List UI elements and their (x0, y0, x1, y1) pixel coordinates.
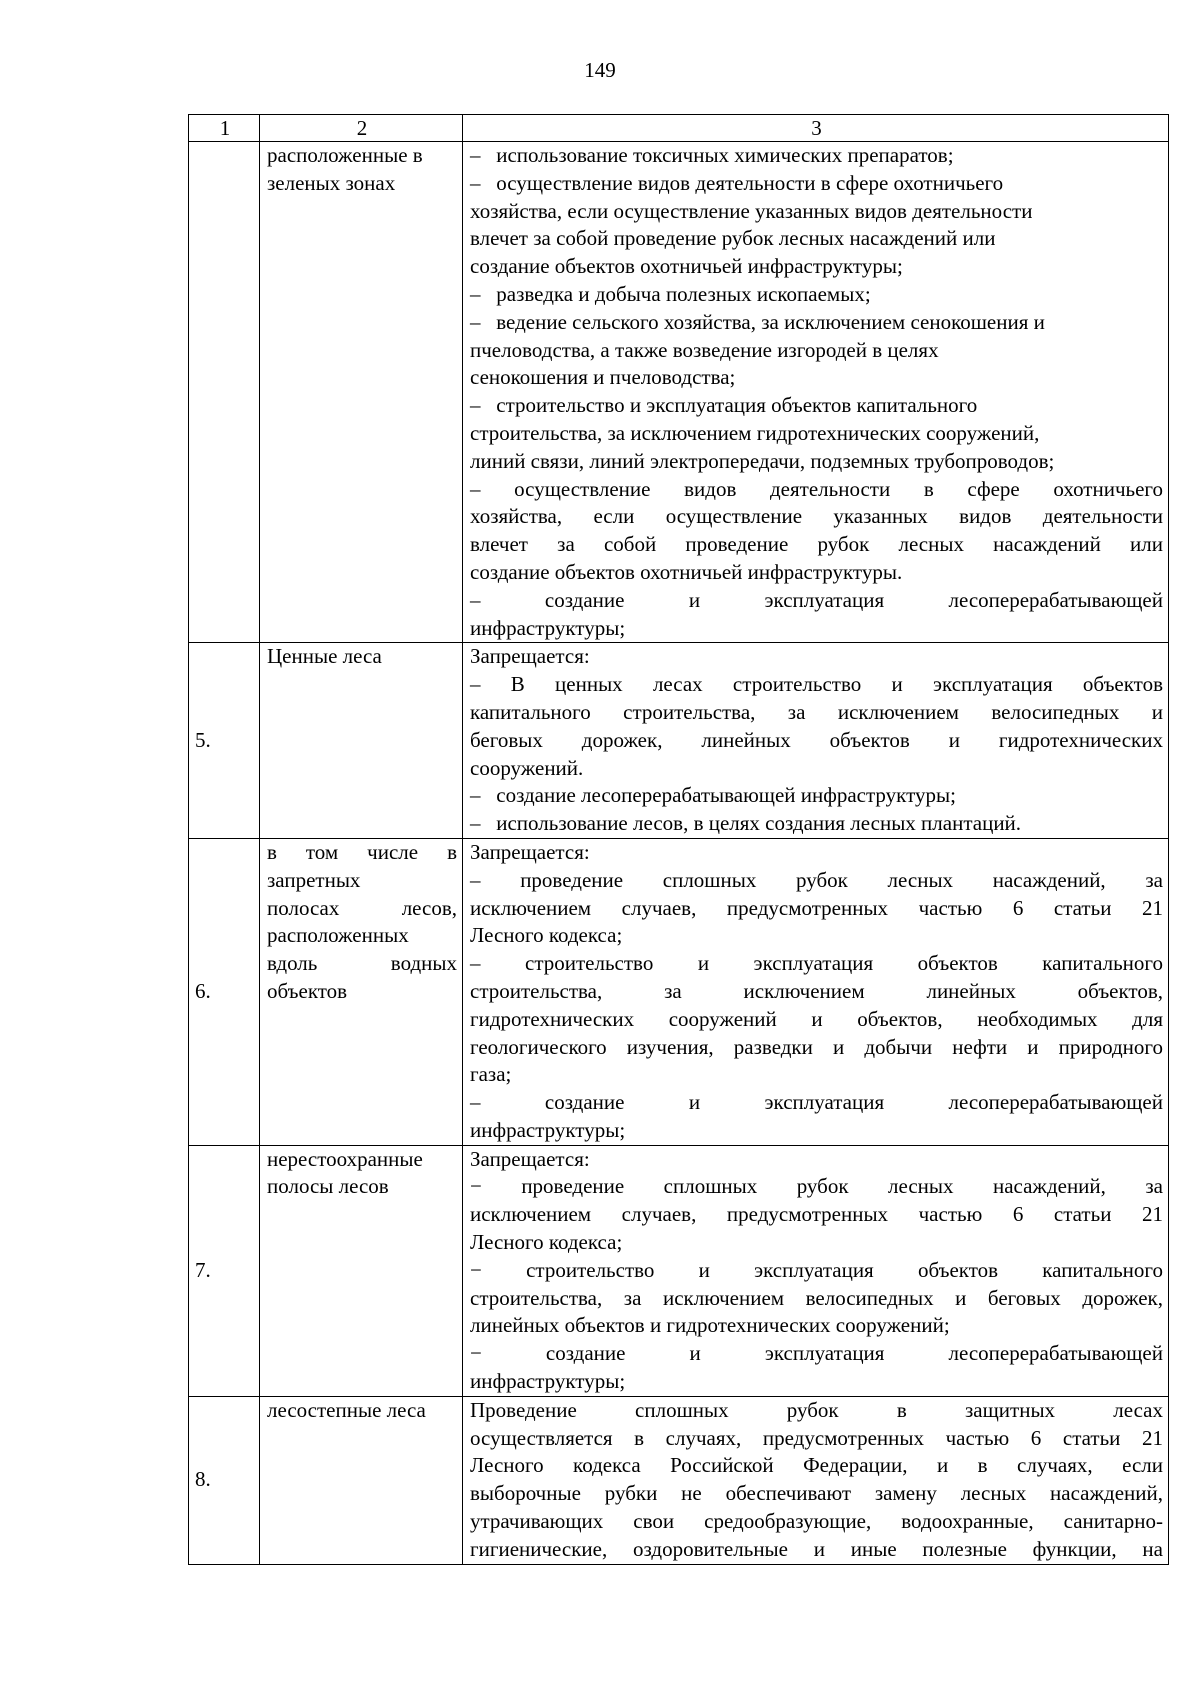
header-col-2: 2 (260, 115, 463, 142)
forest-category-line: расположенных (267, 923, 409, 948)
restriction-text-line: – В ценных лесах строительство и эксплуатация объектов (470, 672, 1163, 697)
restriction-text-line: беговых дорожек, линейных объектов и гидротехнических (470, 727, 1163, 752)
header-col-1: 1 (189, 115, 260, 142)
forest-category-line: лесостепные леса (267, 1397, 426, 1422)
restriction-text-line: газа; (470, 1062, 512, 1087)
restriction-text-line: гидротехнических сооружений и объектов, необходимых для (470, 1006, 1163, 1031)
forest-category-line: в том числе в (267, 839, 457, 864)
table-row (189, 142, 1169, 643)
restriction-text-line: создание объектов охотничьей инфраструктуры. (470, 559, 903, 584)
restrictions-cell (463, 1145, 1169, 1396)
restriction-text-line: исключением случаев, предусмотренных частью 6 статьи 21 (470, 1202, 1163, 1227)
row-number: 8. (189, 1396, 260, 1564)
restriction-text-line: – ведение сельского хозяйства, за исключением сенокошения и (470, 309, 1045, 334)
row-number: 5. (189, 643, 260, 839)
restriction-text-line: Лесного кодекса; (470, 1230, 623, 1255)
restriction-text-line: пчеловодства, а также возведение изгородей в целях (470, 337, 939, 362)
restriction-text-line: − строительство и эксплуатация объектов капитального (470, 1257, 1163, 1282)
restriction-text-line: линий связи, линий электропередачи, подземных трубопроводов; (470, 448, 1055, 473)
forest-category-cell (260, 1396, 463, 1564)
restriction-text-line: Проведение сплошных рубок в защитных лесах (470, 1397, 1163, 1422)
forest-category-cell (260, 643, 463, 839)
restriction-text-line: хозяйства, если осуществление указанных видов деятельности (470, 504, 1163, 529)
forest-category-line: нерестоохранные (267, 1146, 423, 1171)
restrictions-cell (463, 643, 1169, 839)
forest-category-line: расположенные в (267, 143, 423, 167)
restriction-text-line: – строительство и эксплуатация объектов капитального (470, 393, 978, 418)
forest-category-line: полосы лесов (267, 1174, 389, 1199)
table-row (189, 643, 1169, 839)
restriction-text-line: Запрещается: (470, 644, 590, 669)
restriction-text-line: – использование лесов, в целях создания лесных плантаций. (470, 811, 1022, 836)
forest-category-line: Ценные леса (267, 644, 382, 669)
forest-category-cell (260, 142, 463, 643)
header-col-3: 3 (463, 115, 1169, 142)
restriction-text-line: – осуществление видов деятельности в сфере охотничьего (470, 170, 1004, 195)
restrictions-cell (463, 838, 1169, 1145)
restriction-text-line: сенокошения и пчеловодства; (470, 365, 736, 390)
forest-category-line: вдоль водных (267, 951, 457, 976)
restriction-text-line: сооружений. (470, 755, 584, 780)
restriction-text-line: – разведка и добыча полезных ископаемых; (470, 281, 871, 306)
table-row (189, 1396, 1169, 1564)
restriction-text-line: создание объектов охотничьей инфраструктуры; (470, 254, 903, 279)
row-number: 7. (189, 1145, 260, 1396)
restriction-text-line: гигиенические, оздоровительные и иные полезные функции, на (470, 1536, 1163, 1561)
restriction-text-line: строительства, за исключением линейных объектов, (470, 978, 1163, 1003)
restriction-text-line: – использование токсичных химических препаратов; (470, 143, 954, 167)
restriction-text-line: инфраструктуры; (470, 1117, 626, 1142)
restriction-text-line: геологического изучения, разведки и добычи нефти и природного (470, 1034, 1163, 1059)
row-number: 6. (189, 838, 260, 1145)
restriction-text-line: Запрещается: (470, 839, 590, 864)
restriction-text-line: капитального строительства, за исключением велосипедных и (470, 699, 1163, 724)
restriction-text-line: – создание и эксплуатация лесоперерабатывающей (470, 587, 1163, 612)
table-header-row (189, 115, 1169, 142)
restriction-text-line: хозяйства, если осуществление указанных видов деятельности (470, 198, 1033, 223)
restriction-text-line: утрачивающих свои средообразующие, водоохранные, санитарно- (470, 1509, 1163, 1534)
restriction-text-line: Лесного кодекса; (470, 923, 623, 948)
restriction-text-line: Запрещается: (470, 1146, 590, 1171)
table-row (189, 838, 1169, 1145)
forest-category-line: объектов (267, 978, 348, 1003)
forest-category-cell (260, 838, 463, 1145)
restriction-text-line: – строительство и эксплуатация объектов капитального (470, 951, 1163, 976)
restriction-text-line: строительства, за исключением велосипедных и беговых дорожек, (470, 1285, 1163, 1310)
restriction-text-line: линейных объектов и гидротехнических сооружений; (470, 1313, 950, 1338)
restriction-text-line: − проведение сплошных рубок лесных насаждений, за (470, 1174, 1163, 1199)
forest-category-cell (260, 1145, 463, 1396)
restriction-text-line: строительства, за исключением гидротехнических сооружений, (470, 420, 1040, 445)
restriction-text-line: влечет за собой проведение рубок лесных насаждений или (470, 532, 1163, 557)
restriction-text-line: влечет за собой проведение рубок лесных насаждений или (470, 226, 996, 251)
restriction-text-line: Лесного кодекса Российской Федерации, и в случаях, если (470, 1453, 1163, 1478)
forest-category-line: полосах лесов, (267, 895, 457, 920)
restriction-text-line: – создание и эксплуатация лесоперерабатывающей (470, 1090, 1163, 1115)
row-number (189, 142, 260, 643)
restrictions-cell (463, 1396, 1169, 1564)
restriction-text-line: инфраструктуры; (470, 1369, 626, 1394)
restriction-text-line: − создание и эксплуатация лесоперерабатывающей (470, 1341, 1163, 1366)
restriction-text-line: – проведение сплошных рубок лесных насаждений, за (470, 867, 1163, 892)
forest-category-line: зеленых зонах (267, 170, 396, 195)
restriction-text-line: инфраструктуры; (470, 615, 626, 640)
restriction-text-line: осуществляется в случаях, предусмотренных частью 6 статьи 21 (470, 1425, 1163, 1450)
restriction-text-line: – осуществление видов деятельности в сфере охотничьего (470, 476, 1163, 501)
table-row (189, 1145, 1169, 1396)
regulations-table (188, 114, 1169, 1565)
forest-category-line: запретных (267, 867, 361, 892)
restriction-text-line: – создание лесоперерабатывающей инфраструктуры; (470, 783, 956, 808)
restrictions-cell (463, 142, 1169, 643)
restriction-text-line: исключением случаев, предусмотренных частью 6 статьи 21 (470, 895, 1163, 920)
page-number: 149 (584, 58, 616, 82)
restriction-text-line: выборочные рубки не обеспечивают замену лесных насаждений, (470, 1481, 1163, 1506)
